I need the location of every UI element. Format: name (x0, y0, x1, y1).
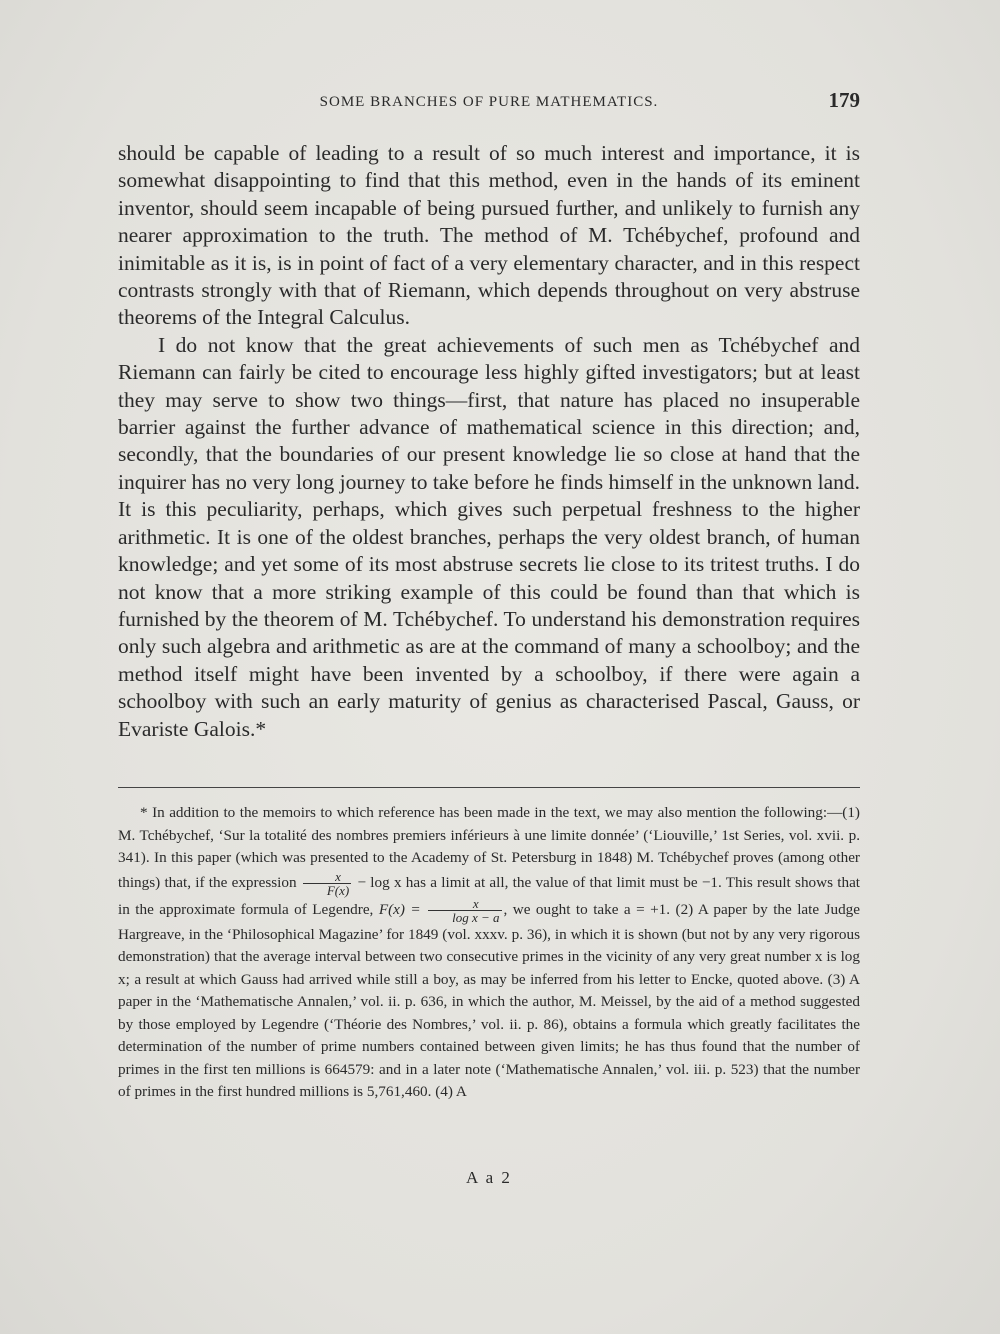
fraction-numerator: x (335, 868, 341, 884)
footnote (118, 802, 860, 1104)
fraction-x-over-Fx (303, 870, 351, 897)
main-text (118, 140, 860, 743)
fraction-numerator: x (472, 895, 479, 911)
page-number: 179 (828, 88, 860, 112)
footnote-part-3: , we ought to take a = +1. (2) A paper by the late Judge Hargreave, in the ‘Philosophical Magazine’ for 1849 (vol. xxxv. p. 36), in which it is shown (but not by any very rigorous demonstration) that the average interval between two consecutive primes in the vicinity of any very great number x is log x; a result at which Gauss had arrived while still a boy, as may be inferred from his letter to Encke, quoted above. (3) A paper in the ‘Mathematische Annalen,’ vol. ii. p. 636, in which the author, M. Meissel, by the aid of a method suggested by those employed by Legendre (‘Théorie des Nombres,’ vol. ii. p. 86), obtains a formula which greatly facilitates the determination of the number of prime numbers contained between given limits; he has thus found that the number of primes in the first ten millions is 664579: and in a later note (‘Mathematische Annalen,’ vol. iii. p. 523) that the number of primes in the first hundred millions is 5,761,460. (4) A (118, 900, 861, 1100)
fraction-legendre (428, 897, 501, 924)
fraction-denominator: F(x) (303, 883, 351, 897)
footnote-part-1: * In addition to the memoirs to which reference has been made in the text, we may also mention the following:—(1) M. Tchébychef, ‘Sur la totalité des nombres premiers inférieurs à une limite donnée’ (‘Liouville,’ 1st Series, vol. xvii. p. 341). In this paper (which was presented to the Academy of St. Petersburg in 1848) M. Tchébychef proves (among other things) that, if the expression (118, 804, 860, 891)
footnote-divider (118, 787, 860, 788)
running-head (118, 88, 860, 118)
signature-mark: A a 2 (466, 1168, 512, 1187)
paragraph-2: I do not know that the great achievements of such men as Tchébychef and Riemann can fairly be cited to encourage less highly gifted investigators; but at least they may serve to show two things—first, that nature has placed no insuperable barrier against the further advance of mathematical science in this direction; and, secondly, that the boundaries of our present knowledge lie so close at hand that the inquirer has no very long journey to take before he finds himself in the unknown land. It is this peculiarity, perhaps, which gives such perpetual freshness to the higher arithmetic. It is one of the oldest branches, perhaps the very oldest branch, of human knowledge; and yet some of its most abstruse secrets lie close to its tritest truths. I do not know that a more striking example of this could be found than that which is furnished by the theorem of M. Tchébychef. To understand his demonstration requires only such algebra and arithmetic as are at the command of many a schoolboy; and the method itself might have been invented by a schoolboy, if there were again a schoolboy with such an early maturity of genius as characterised Pascal, Gauss, or Evariste Galois.* (118, 332, 860, 741)
running-title: SOME BRANCHES OF PURE MATHEMATICS. (319, 94, 659, 110)
fraction-denominator: log x − a (428, 910, 501, 924)
footnote-part-2: − log x has a limit at all, the value of that limit must be −1. This result shows that in the approximate formula of Legendre, (118, 873, 861, 918)
paragraph-1: should be capable of leading to a result of so much interest and importance, it is somewhat disappointing to find that this method, even in the hands of its eminent inventor, should seem incapable of being pursued further, and unlikely to furnish any nearer approximation to the truth. The method of M. Tchébychef, profound and inimitable as it is, is in point of fact of a very elementary character, and in this respect contrasts strongly with that of Riemann, which depends throughout on very abstruse theorems of the Integral Calculus. (118, 141, 860, 330)
legendre-formula-lhs: F(x) = (378, 900, 421, 918)
